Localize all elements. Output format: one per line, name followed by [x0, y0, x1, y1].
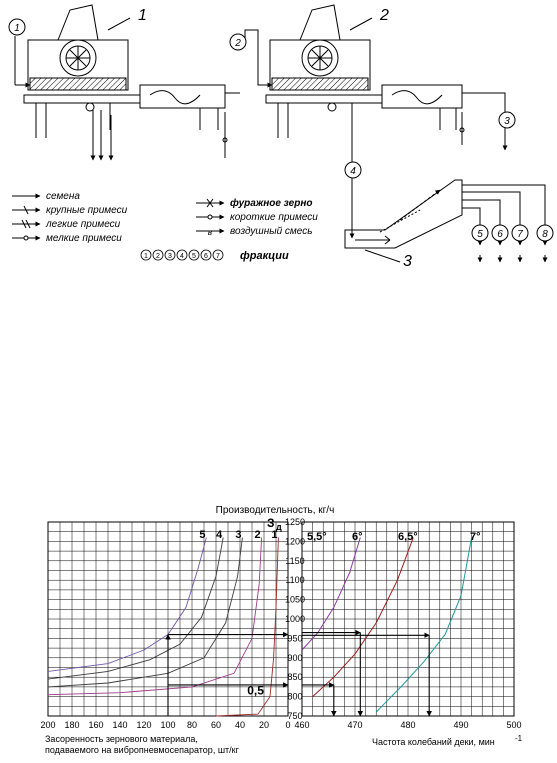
chart-y-tick-label: 900: [287, 652, 303, 663]
legend-label-seeds: семена: [46, 191, 80, 202]
hopper-2: [300, 5, 340, 40]
chart-right-series-label: 6°: [352, 531, 363, 543]
legend-label-small-impurities: мелкие примеси: [46, 233, 122, 244]
flow-number-4: 4: [350, 166, 356, 177]
fraction-symbols: [141, 250, 223, 260]
fraction-symbol-label: 3: [168, 253, 172, 260]
chart-left-x-tick-label: 100: [160, 720, 176, 730]
outflow-3-line: [462, 93, 505, 150]
flow-number-5: 5: [477, 229, 483, 240]
chart-right-xlabel-sup: -1: [515, 734, 523, 743]
chart-right: [285, 517, 522, 730]
hopper-1: [58, 5, 98, 40]
chart-left-x-tick-label: 200: [40, 720, 56, 730]
chart-left-xlabel-line1: Засоренность зернового материала,: [45, 734, 198, 744]
legend-label-large-impurities: крупные примеси: [46, 205, 128, 216]
drive-wheel-1: [86, 103, 94, 111]
legend-label-fodder-grain: фуражное зерно: [230, 198, 313, 209]
conveyor-2: [382, 85, 462, 108]
chart-left-series-2: [48, 538, 262, 695]
chart-left-series-3: [48, 538, 242, 687]
chart-y-tick-label: 1050: [284, 594, 306, 605]
frame-rail-1: [24, 95, 140, 103]
chart-left-series-label: 5: [199, 529, 206, 541]
chart-right-x-tick-label: 480: [400, 720, 416, 730]
fraction-symbol-label: 5: [192, 253, 196, 260]
chart-left-series-label: 3: [235, 529, 242, 541]
vibro-deck-3: [345, 180, 462, 248]
inflow-line-2: [245, 30, 272, 85]
flow-number-6: 6: [497, 229, 503, 240]
frame-rail-2: [266, 95, 382, 103]
legend-label-air-mixture: воздушный смесь: [230, 226, 313, 237]
chart-y-tick-label: 1100: [285, 575, 305, 586]
flow-number-8: 8: [542, 229, 548, 240]
fraction-symbol-label: 2: [156, 253, 160, 260]
chart-left-xlabel-line2: подаваемого на вибропневмосепаратор, шт/кг: [45, 745, 239, 755]
chart-left-x-tick-label: 20: [258, 720, 270, 730]
fraction-symbol-label: 6: [204, 253, 208, 260]
chart-title-z: З: [267, 516, 275, 530]
chart-left-x-tick-label: 180: [64, 720, 80, 730]
chart-left-x-tick-label: 60: [210, 720, 222, 730]
chart-left: [40, 522, 290, 730]
chart-left-x-tick-label: 160: [88, 720, 104, 730]
flow-number-7: 7: [517, 229, 523, 240]
machine-number-3: 3: [403, 253, 412, 270]
chart-y-tick-label: 1200: [284, 536, 306, 547]
fraction-symbol-label: 4: [180, 253, 184, 260]
chart-y-tick-label: 950: [287, 633, 303, 644]
machine-number-1: 1: [138, 7, 147, 24]
legend-label-fractions: фракции: [240, 250, 289, 262]
chart-title-z-index: д: [276, 522, 282, 532]
fraction-symbol-label: 1: [144, 253, 148, 260]
chart-right-x-tick-label: 460: [294, 720, 310, 730]
chart-right-x-tick-label: 470: [347, 720, 363, 730]
leader-1: [108, 18, 130, 30]
chart-title: Производительность, кг/ч: [215, 505, 335, 516]
chart-right-xlabel: Частота колебаний деки, мин: [372, 737, 495, 747]
chart-y-tick-label: 1250: [284, 517, 306, 527]
flow-number-2: 2: [235, 38, 241, 49]
chart-right-series-label: 6,5°: [398, 531, 418, 543]
separator-machine-1: [15, 5, 240, 160]
sieve-deck-2: [272, 78, 368, 90]
leader-3: [365, 250, 400, 262]
chart-left-x-tick-label: 140: [112, 720, 128, 730]
chart-right-series-label: 7°: [470, 531, 481, 543]
chart-right-series-label: 5,5°: [307, 531, 327, 543]
chart-left-series-label: 2: [254, 529, 261, 541]
flow-number-1: 1: [14, 23, 20, 34]
fraction-symbol-label: 7: [216, 253, 220, 260]
chart-y-tick-label: 1150: [285, 555, 305, 566]
chart-y-tick-label: 800: [287, 691, 303, 702]
drive-wheel-2: [328, 103, 336, 111]
legend-label-short-impurities: короткие примеси: [230, 212, 318, 223]
separator-machine-2: [245, 5, 505, 163]
chart-y-tick-label: 750: [287, 711, 303, 721]
chart-right-x-tick-label: 500: [506, 720, 522, 730]
chart-left-x-tick-label: 40: [234, 720, 246, 730]
chart-left-series-label: 1: [271, 529, 278, 541]
separator-machine-3: [345, 178, 545, 262]
conveyor-1: [140, 85, 225, 108]
legend-label-light-impurities: легкие примеси: [46, 219, 121, 230]
chart-left-x-tick-label: 0: [285, 720, 291, 730]
chart-y-tick-label: 850: [287, 672, 303, 683]
chart-left-x-tick-label: 80: [186, 720, 198, 730]
flow-number-3: 3: [504, 116, 510, 127]
svg-text:в: в: [207, 228, 213, 237]
chart-left-series-label: 4: [216, 529, 223, 541]
chart-left-annotation: 0,5: [247, 683, 264, 698]
chart-right-x-tick-label: 490: [453, 720, 469, 730]
machine-number-2: 2: [380, 7, 389, 24]
chart-y-tick-label: 1000: [284, 614, 306, 624]
sieve-deck-1: [30, 78, 126, 90]
leader-2: [350, 18, 372, 30]
chart-left-x-tick-label: 120: [136, 720, 152, 730]
chart-right-series-curve: [376, 538, 471, 713]
